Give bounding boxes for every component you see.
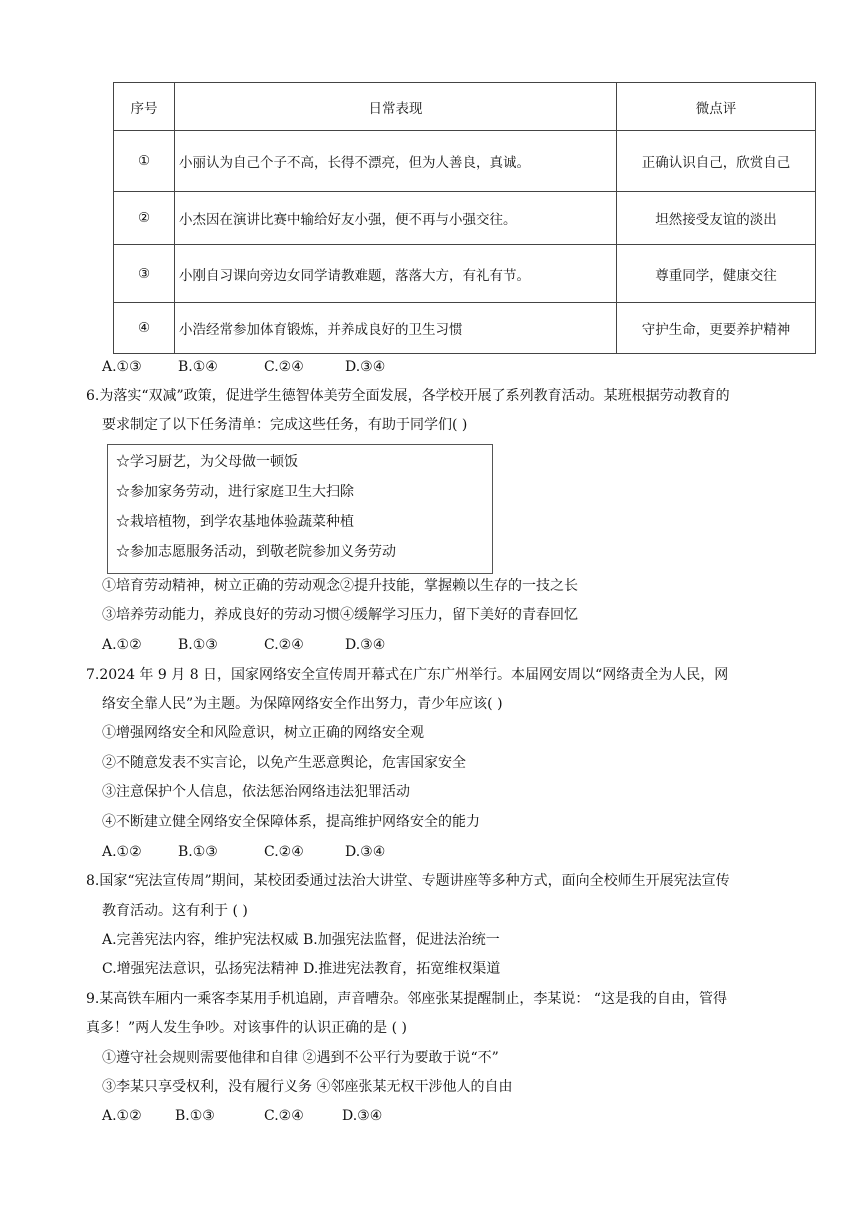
table-cell: 正确认识自己，欣赏自己: [617, 131, 816, 192]
table-cell: 小丽认为自己个子不高，长得不漂亮，但为人善良，真诚。: [175, 131, 617, 192]
evaluation-table: [113, 82, 816, 354]
task-item: ☆参加志愿服务活动，到敬老院参加义务劳动: [116, 544, 396, 560]
answer-option-a: A.①②: [102, 1108, 142, 1124]
question-stem: 9.某高铁车厢内一乘客李某用手机追剧，声音嘈杂。邻座张某提醒制止，李某说： “这是我的自由，管得: [86, 991, 727, 1007]
statement-line: ③李某只享受权利，没有履行义务 ④邻座张某无权干涉他人的自由: [102, 1079, 513, 1095]
answer-option-b: B.①③: [175, 1108, 215, 1124]
table-cell: 小浩经常参加体育锻炼，并养成良好的卫生习惯: [175, 303, 617, 354]
task-item: ☆栽培植物，到学农基地体验蔬菜种植: [116, 514, 354, 530]
answer-option-b: B.①③: [178, 637, 218, 653]
table-row: [114, 192, 816, 245]
statement-line: ③培养劳动能力，养成良好的劳动习惯④缓解学习压力，留下美好的青春回忆: [102, 607, 578, 623]
answer-option-d: D.③④: [345, 637, 386, 653]
table-cell: 小刚自习课向旁边女同学请教难题，落落大方，有礼有节。: [175, 245, 617, 303]
task-list-box: [107, 444, 493, 574]
answer-option-c: C.②④: [264, 359, 304, 375]
table-cell: 小杰因在演讲比赛中输给好友小强，便不再与小强交往。: [175, 192, 617, 245]
table-row: [114, 131, 816, 192]
question-stem-continued: 络安全靠人民”为主题。为保障网络安全作出努力，青少年应该( ): [102, 696, 503, 712]
table-row: [114, 245, 816, 303]
table-header-cell: 序号: [114, 83, 175, 131]
question-stem-continued: 真多！”两人发生争吵。对该事件的认识正确的是 ( ): [86, 1020, 407, 1036]
table-cell: 尊重同学，健康交往: [617, 245, 816, 303]
question-stem: 8.国家“宪法宣传周”期间，某校团委通过法治大讲堂、专题讲座等多种方式，面向全校师生开展宪法宣传: [86, 873, 730, 889]
answer-option-b: B.①④: [178, 359, 218, 375]
task-item: ☆参加家务劳动，进行家庭卫生大扫除: [116, 484, 354, 500]
answer-option-a: A.①②: [102, 844, 142, 860]
table-header-cell: 微点评: [617, 83, 816, 131]
answer-option-c: C.②④: [264, 637, 304, 653]
table-cell: 守护生命，更要养护精神: [617, 303, 816, 354]
options-line-cd: C.增强宪法意识，弘扬宪法精神 D.推进宪法教育，拓宽维权渠道: [102, 961, 501, 977]
answer-option-a: A.①③: [102, 359, 142, 375]
answer-option-d: D.③④: [345, 844, 386, 860]
answer-option-d: D.③④: [342, 1108, 383, 1124]
table-cell: ①: [114, 131, 175, 192]
answer-option-a: A.①②: [102, 637, 142, 653]
table-cell: ②: [114, 192, 175, 245]
statement-line: ①增强网络安全和风险意识，树立正确的网络安全观: [102, 725, 424, 741]
table-cell: 坦然接受友谊的淡出: [617, 192, 816, 245]
statement-line: ①培育劳动精神，树立正确的劳动观念②提升技能，掌握赖以生存的一技之长: [102, 578, 578, 594]
table-header-row: [114, 83, 816, 131]
table-cell: ④: [114, 303, 175, 354]
task-item: ☆学习厨艺，为父母做一顿饭: [116, 454, 298, 470]
table-header-cell: 日常表现: [175, 83, 617, 131]
question-stem-continued: 教育活动。这有利于 ( ): [102, 903, 248, 919]
question-stem: 7.2024 年 9 月 8 日，国家网络安全宣传周开幕式在广东广州举行。本届网安周以“网络责全为人民，网: [86, 667, 729, 683]
answer-option-b: B.①③: [178, 844, 218, 860]
answer-option-d: D.③④: [345, 359, 386, 375]
table-cell: ③: [114, 245, 175, 303]
answer-option-c: C.②④: [264, 844, 304, 860]
statement-line: ①遵守社会规则需要他律和自律 ②遇到不公平行为要敢于说“不”: [102, 1050, 499, 1066]
answer-option-c: C.②④: [264, 1108, 304, 1124]
statement-line: ②不随意发表不实言论，以免产生恶意舆论，危害国家安全: [102, 755, 466, 771]
table-row: [114, 303, 816, 354]
question-stem-continued: 要求制定了以下任务清单：完成这些任务，有助于同学们( ): [102, 417, 468, 433]
statement-line: ④不断建立健全网络安全保障体系，提高维护网络安全的能力: [102, 814, 480, 830]
options-line-ab: A.完善宪法内容，维护宪法权威 B.加强宪法监督，促进法治统一: [102, 932, 500, 948]
statement-line: ③注意保护个人信息，依法惩治网络违法犯罪活动: [102, 784, 410, 800]
question-stem: 6.为落实“双减”政策，促进学生德智体美劳全面发展，各学校开展了系列教育活动。某班根据劳动教育的: [86, 388, 730, 404]
